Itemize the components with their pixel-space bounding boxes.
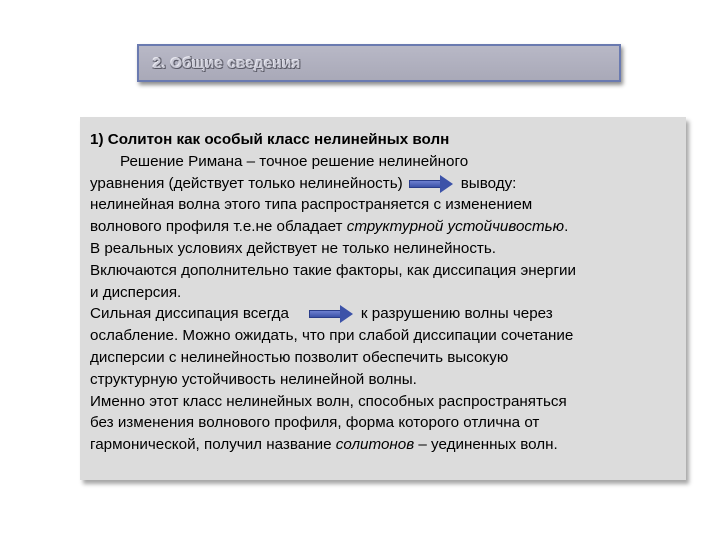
content-text bbox=[90, 129, 680, 456]
text-line: Именно этот класс нелинейных волн, способных распространяться bbox=[90, 392, 567, 410]
section-heading: 1) Солитон как особый класс нелинейных волн bbox=[90, 131, 450, 148]
text-line: структурную устойчивость нелинейной волны. bbox=[90, 370, 417, 388]
text-segment: выводу: bbox=[460, 174, 517, 192]
text-line: и дисперсия. bbox=[90, 283, 182, 301]
text-segment: уравнения (действует только нелинейность) bbox=[90, 174, 403, 192]
emphasis-text: структурной устойчивостью bbox=[346, 218, 565, 236]
text-line bbox=[90, 303, 680, 325]
text-segment: . bbox=[564, 218, 569, 236]
text-line: Решение Римана – точное решение нелинейного bbox=[120, 152, 469, 170]
text-segment: Сильная диссипация всегда bbox=[90, 305, 289, 323]
emphasis-text: солитонов bbox=[335, 436, 415, 454]
text-segment: к разрушению волны через bbox=[360, 305, 553, 323]
text-line: дисперсии с нелинейностью позволит обеспечить высокую bbox=[90, 348, 509, 366]
right-arrow-icon bbox=[409, 177, 453, 191]
text-line: без изменения волнового профиля, форма которого отлична от bbox=[90, 414, 540, 432]
text-line: В реальных условиях действует не только нелинейность. bbox=[90, 239, 496, 257]
text-line: ослабление. Можно ожидать, что при слабой диссипации сочетание bbox=[90, 327, 574, 345]
text-line bbox=[90, 434, 680, 456]
right-arrow-icon bbox=[309, 307, 353, 321]
title-box bbox=[137, 44, 621, 82]
text-line: Включаются дополнительно такие факторы, как диссипация энергии bbox=[90, 261, 576, 279]
text-line bbox=[90, 173, 680, 195]
text-line bbox=[90, 216, 680, 238]
text-line: нелинейная волна этого типа распространяется с изменением bbox=[90, 196, 533, 214]
text-segment: гармонической, получил название bbox=[90, 436, 336, 454]
text-segment: – уединенных волн. bbox=[414, 436, 558, 454]
slide-title: 2. Общие сведения bbox=[153, 55, 301, 72]
text-segment: волнового профиля т.е.не обладает bbox=[90, 218, 347, 236]
